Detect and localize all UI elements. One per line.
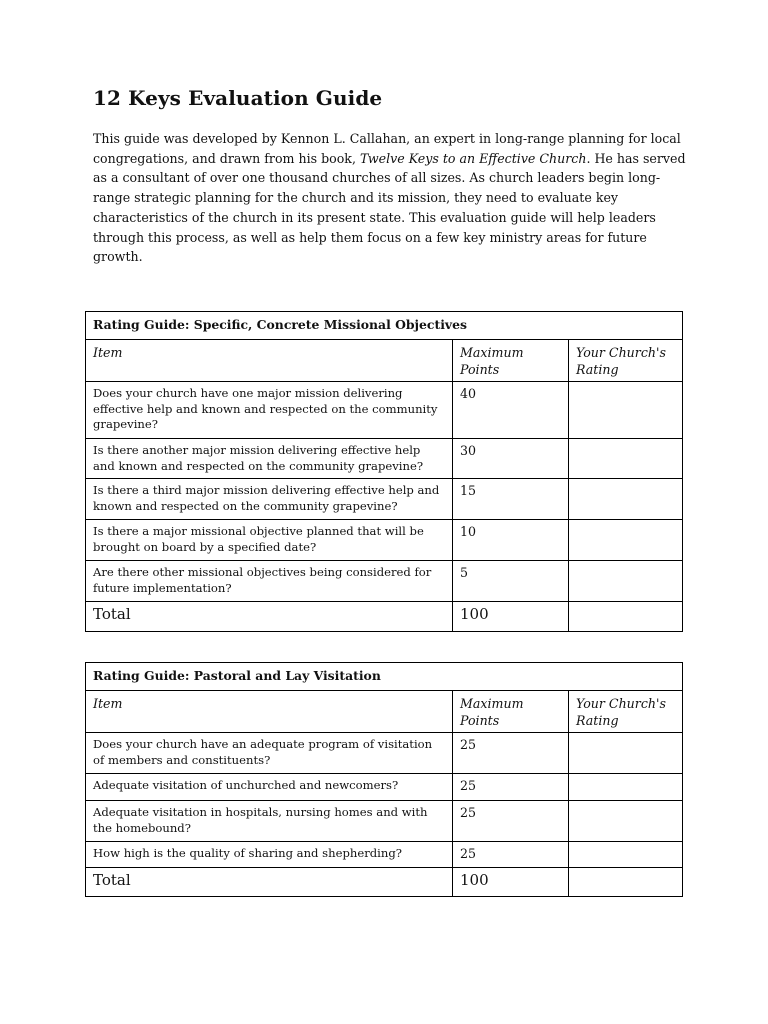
column-header-max-points: Maximum Points [453,691,569,733]
max-points-cell: 40 [453,382,569,439]
book-title: Twelve Keys to an Effective Church [359,150,587,166]
item-question: Does your church have an adequate program of visitation of members and constituents? [86,733,453,774]
item-question: Is there a third major mission delivering effective help and known and respected on the community grapevine? [86,479,453,520]
rating-input-cell[interactable] [569,382,683,439]
max-points-cell: 25 [453,842,569,868]
column-header-your-rating: Your Church's Rating [569,691,683,733]
rating-input-cell[interactable] [569,561,683,602]
table-row [86,801,683,842]
rating-input-cell[interactable] [569,439,683,479]
rating-input-cell[interactable] [569,733,683,774]
table-row [86,733,683,774]
rating-input-cell[interactable] [569,801,683,842]
item-question: Are there other missional objectives being considered for future implementation? [86,561,453,602]
intro-text-end: . He has served as a consultant of over one thousand churches of all sizes. As church leaders begin long-range strategic planning for the church and its mission, they need to evaluate key characteristics of the church in its present state. This evaluation guide will help leaders through this process, as well as help them focus on a few key ministry areas for future growth. [93,150,686,265]
max-points-cell: 30 [453,439,569,479]
total-label: Total [86,602,453,632]
intro-text-start: This guide was developed by Kennon L. Callahan, an expert in long-range planning for local congregations, and drawn from his book, [93,131,681,166]
item-question: Does your church have one major mission delivering effective help and known and respected on the community grapevine? [86,382,453,439]
max-points-cell: 25 [453,774,569,801]
column-header-your-rating: Your Church's Rating [569,340,683,382]
table-row [86,842,683,868]
rating-input-cell[interactable] [569,842,683,868]
item-question: Is there a major missional objective planned that will be brought on board by a specified date? [86,520,453,561]
document-title: 12 Keys Evaluation Guide [93,86,383,110]
total-row [86,868,683,897]
table-row [86,439,683,479]
rating-input-cell[interactable] [569,774,683,801]
total-max-points: 100 [453,868,569,897]
total-label: Total [86,868,453,897]
column-header-item: Item [86,340,453,382]
table-heading: Rating Guide: Pastoral and Lay Visitation [86,663,683,691]
total-max-points: 100 [453,602,569,632]
table-row [86,479,683,520]
intro-paragraph [93,129,693,267]
column-header-item: Item [86,691,453,733]
total-row [86,602,683,632]
rating-input-cell[interactable] [569,520,683,561]
item-question: Adequate visitation in hospitals, nursing homes and with the homebound? [86,801,453,842]
max-points-cell: 25 [453,733,569,774]
max-points-cell: 10 [453,520,569,561]
max-points-cell: 25 [453,801,569,842]
max-points-cell: 15 [453,479,569,520]
column-header-max-points: Maximum Points [453,340,569,382]
table-row [86,561,683,602]
total-rating-cell[interactable] [569,868,683,897]
table-heading: Rating Guide: Specific, Concrete Missional Objectives [86,312,683,340]
item-question: Adequate visitation of unchurched and newcomers? [86,774,453,801]
item-question: Is there another major mission delivering effective help and known and respected on the community grapevine? [86,439,453,479]
item-question: How high is the quality of sharing and shepherding? [86,842,453,868]
table-row [86,382,683,439]
rating-table-missional-objectives [85,311,683,632]
table-row [86,774,683,801]
rating-table-visitation [85,662,683,897]
total-rating-cell[interactable] [569,602,683,632]
rating-input-cell[interactable] [569,479,683,520]
max-points-cell: 5 [453,561,569,602]
table-row [86,520,683,561]
